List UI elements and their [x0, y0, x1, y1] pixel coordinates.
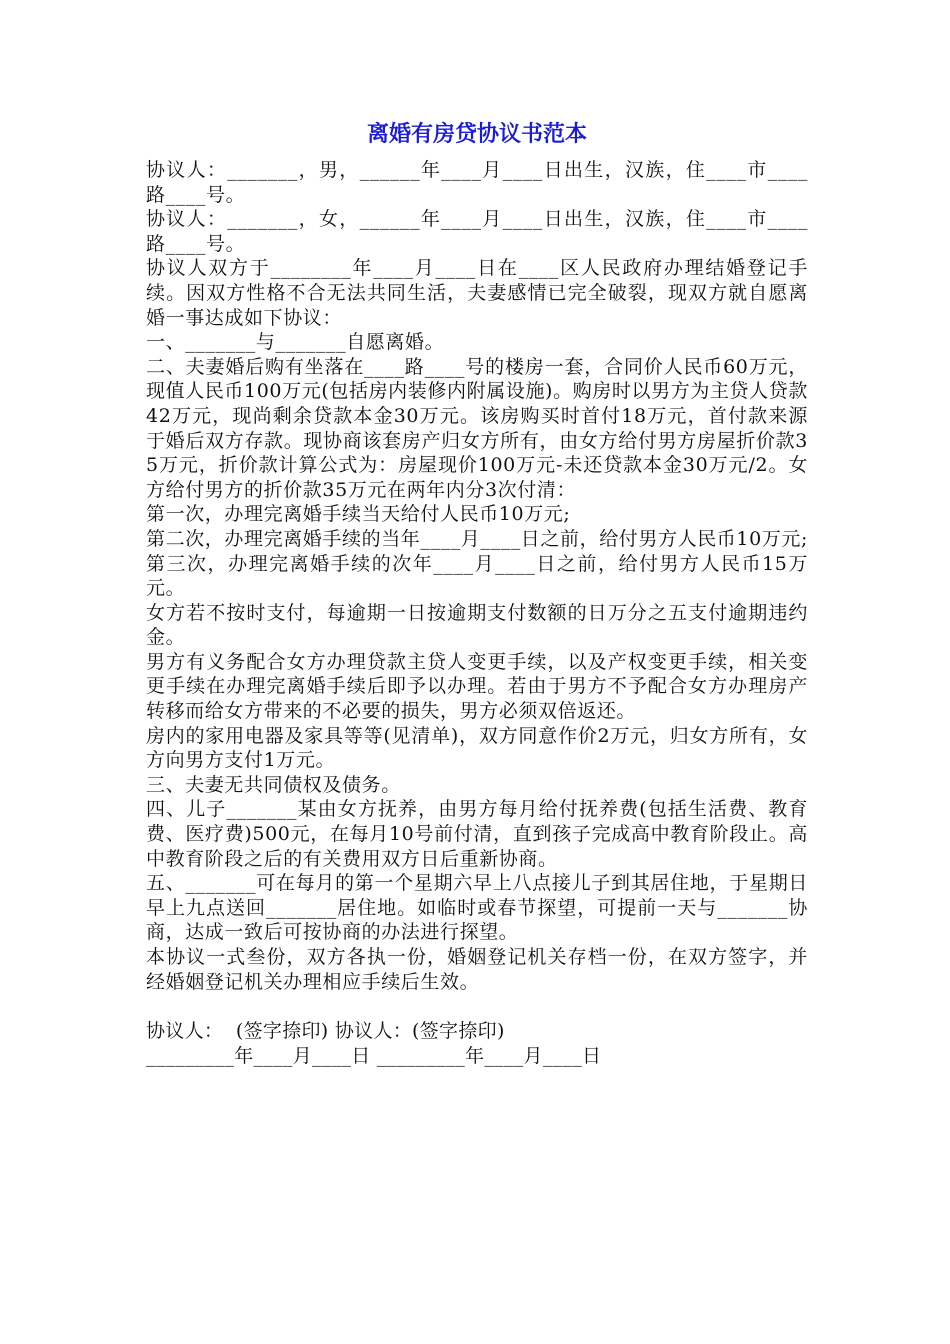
document-body: [146, 158, 808, 1068]
clause-payment-first: 第一次，办理完离婚手续当天给付人民币10万元;: [146, 503, 571, 526]
clause-party-female: 协议人：_______，女，______年____月____日出生，汉族，住____市____路____号。: [146, 208, 808, 255]
clause-property: 二、夫妻婚后购有坐落在____路____号的楼房一套，合同价人民币60万元，现值人民币100万元(包括房内装修内附属设施)。购房时以男方为主贷人贷款42万元，现尚剩余贷款本金30万元。该房购买时首付18万元，首付款来源于婚后双方存款。现协商该套房产归女方所有，由女方给付男方房屋折价款35万元，折价款计算公式为：房屋现价100万元-未还贷款本金30万元/2。女方给付男方的折价款35万元在两年内分3次付清：: [146, 355, 808, 501]
clause-payment-third: 第三次，办理完离婚手续的次年____月____日之前，给付男方人民币15万元。: [146, 552, 808, 600]
clause-effectiveness: 本协议一式叁份，双方各执一份，婚姻登记机关存档一份，在双方签字，并经婚姻登记机关办理相应手续后生效。: [146, 946, 808, 993]
clause-loan-transfer: 男方有义务配合女方办理贷款主贷人变更手续，以及产权变更手续，相关变更手续在办理完离婚手续后即予以办理。若由于男方不予配合女方办理房产转移而给女方带来的不必要的损失，男方必须双倍返还。: [146, 650, 808, 723]
clause-preamble: 协议人双方于________年____月____日在____区人民政府办理结婚登记手续。因双方性格不合无法共同生活，夫妻感情已完全破裂，现双方就自愿离婚一事达成如下协议：: [146, 257, 808, 329]
clause-party-male: 协议人：_______，男，______年____月____日出生，汉族，住____市____路____号。: [146, 159, 808, 206]
signature-date-line: _________年____月____日 _________年____月____日: [146, 1044, 602, 1067]
clause-divorce: 一、_______与_______自愿离婚。: [146, 331, 445, 354]
document-title: 离婚有房贷协议书范本: [366, 122, 587, 147]
clause-child-custody: 四、儿子_______某由女方抚养，由男方每月给付抚养费(包括生活费、教育费、医疗费)500元，在每月10号前付清，直到孩子完成高中教育阶段止。高中教育阶段之后的有关费用双方日后重新协商。: [146, 798, 808, 870]
clause-debts: 三、夫妻无共同债权及债务。: [146, 773, 401, 796]
document-page: [146, 118, 808, 1068]
signature-line: 协议人： (签字捺印) 协议人：(签字捺印): [146, 1020, 505, 1043]
clause-furniture: 房内的家用电器及家具等等(见清单)，双方同意作价2万元，归女方所有，女方向男方支付1万元。: [146, 724, 808, 772]
blank-line: [146, 994, 808, 1019]
clause-visitation: 五、_______可在每月的第一个星期六早上八点接儿子到其居住地，于星期日早上九点送回_______居住地。如临时或春节探望，可提前一天与_______协商，达成一致后可按协商的办法进行探望。: [146, 872, 808, 944]
clause-payment-second: 第二次，办理完离婚手续的当年____月____日之前，给付男方人民币10万元;: [146, 527, 808, 550]
clause-late-penalty: 女方若不按时支付，每逾期一日按逾期支付数额的日万分之五支付逾期违约金。: [146, 601, 808, 649]
